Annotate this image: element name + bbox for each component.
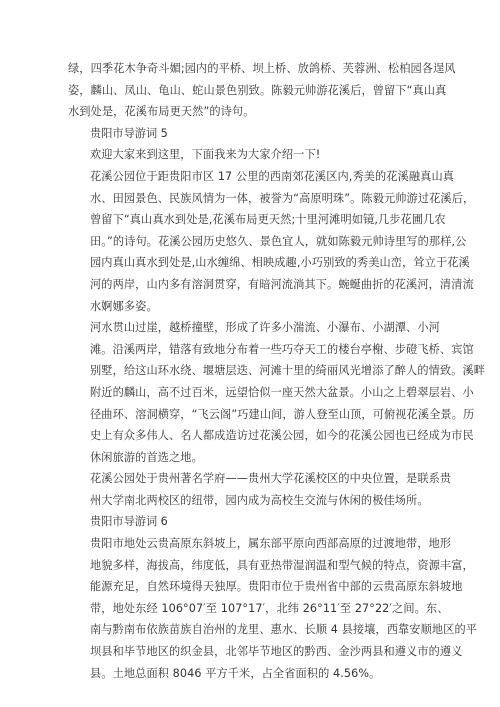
- paragraph: [68, 468, 452, 511]
- text-line: 州大学南北两校区的纽带，园内成为高校生交流与休闲的极佳场所。: [90, 493, 429, 507]
- text-line: 河水贯山过崖，越桥撞壁，形成了许多小湍流、小瀑布、小湖潭、小河: [90, 321, 440, 335]
- text-line: 别墅，给这山环水绕、堰塘层迭、河滩十里的绮丽风光增添了醉人的情致。溪畔: [90, 364, 486, 378]
- text-line: 滩。沿溪两岸，错落有致地分布着一些巧夺天工的楼台亭榭、步磴飞桥、宾馆: [90, 342, 474, 356]
- text-line: 贵阳市导游词 6: [90, 515, 168, 529]
- text-line: 贵阳市地处云贵高原东斜坡上，属东部平原向西部高原的过渡地带，地形: [90, 537, 452, 551]
- text-line: 附近的麟山，高不过百米，远望恰似一座天然大盆景。小山之上碧翠层岩、小: [90, 385, 474, 399]
- text-line: 能源充足，自然环境得天独厚。贵阳市位于贵州省中部的云贵高原东斜坡地: [90, 580, 463, 594]
- text-line: 径曲环、溶洞横穿，“飞云阁”巧建山间，游人登至山顶，可俯视花溪全景。历: [90, 407, 475, 421]
- paragraph: [68, 317, 486, 468]
- text-line: 水婀娜多姿。: [90, 299, 158, 313]
- text-line: 曾留下“真山真水到处是,花溪布局更天然;十里河滩明如镜,几步花圃几农: [90, 213, 446, 227]
- text-line: 县。土地总面积 8046 平方千米，占全省面积的 4.56%。: [90, 666, 381, 680]
- text-line: 绿，四季花木争奇斗媚;园内的平桥、坝上桥、放鸽桥、芙蓉洲、松柏园各逞风: [68, 62, 456, 75]
- text-line: 花溪公园处于贵州著名学府——贵州大学花溪校区的中央位置，是联系贵: [90, 472, 452, 486]
- document-page: [68, 58, 486, 684]
- text-line: 田。”的诗句。花溪公园历史悠久、景色宜人，就如陈毅元帅诗里写的那样,公: [90, 234, 467, 248]
- paragraph: [68, 144, 434, 166]
- text-line: 园内真山真水到处是,山水缠绵、相映成趣,小巧别致的秀美山峦，耸立于花溪: [90, 256, 470, 270]
- text-line: 花溪公园位于距贵阳市区 17 公里的西南郊花溪区内,秀美的花溪融真山真: [90, 169, 455, 183]
- section-heading: [68, 511, 434, 533]
- text-line: 贵阳市导游词 5: [90, 126, 168, 140]
- text-line: 欢迎大家来到这里，下面我来为大家介绍一下!: [90, 148, 321, 162]
- text-line: 河的两岸，山内多有溶洞贯穿，有暗河流淌其下。蜿蜒曲折的花溪河，清清流: [90, 277, 474, 291]
- text-line: 坝县和毕节地区的织金县，北邻毕节地区的黔西、金沙两县和遵义市的遵义: [90, 645, 463, 659]
- paragraph: [68, 533, 478, 684]
- text-line: 水到处是，花溪布局更天然”的诗句。: [68, 105, 255, 119]
- text-line: 南与黔南布依族苗族自治州的龙里、惠水、长顺 4 县接壤，西靠安顺地区的平: [90, 623, 478, 637]
- section-heading: [68, 123, 434, 145]
- text-line: 带，地处东经 106°07′至 107°17′，北纬 26°11′至 27°22′之间。东、: [90, 601, 449, 615]
- text-line: 史上有众多伟人、名人都成造访过花溪公园，如今的花溪公园也已经成为市民: [90, 429, 474, 443]
- text-line: 地貌多样，海拔高，纬度低，具有亚热带湿润温和型气候的特点，资源丰富，: [90, 558, 474, 572]
- text-line: 姿，麟山、凤山、龟山、蛇山景色别致。陈毅元帅游花溪后，曾留下“真山真: [68, 83, 447, 97]
- paragraph: [68, 58, 456, 123]
- text-line: 水、田园景色、民族风情为一体，被誉为“高原明珠”。陈毅元帅游过花溪后，: [90, 191, 475, 205]
- paragraph: [68, 166, 475, 317]
- text-line: 休闲旅游的首选之地。: [90, 450, 203, 464]
